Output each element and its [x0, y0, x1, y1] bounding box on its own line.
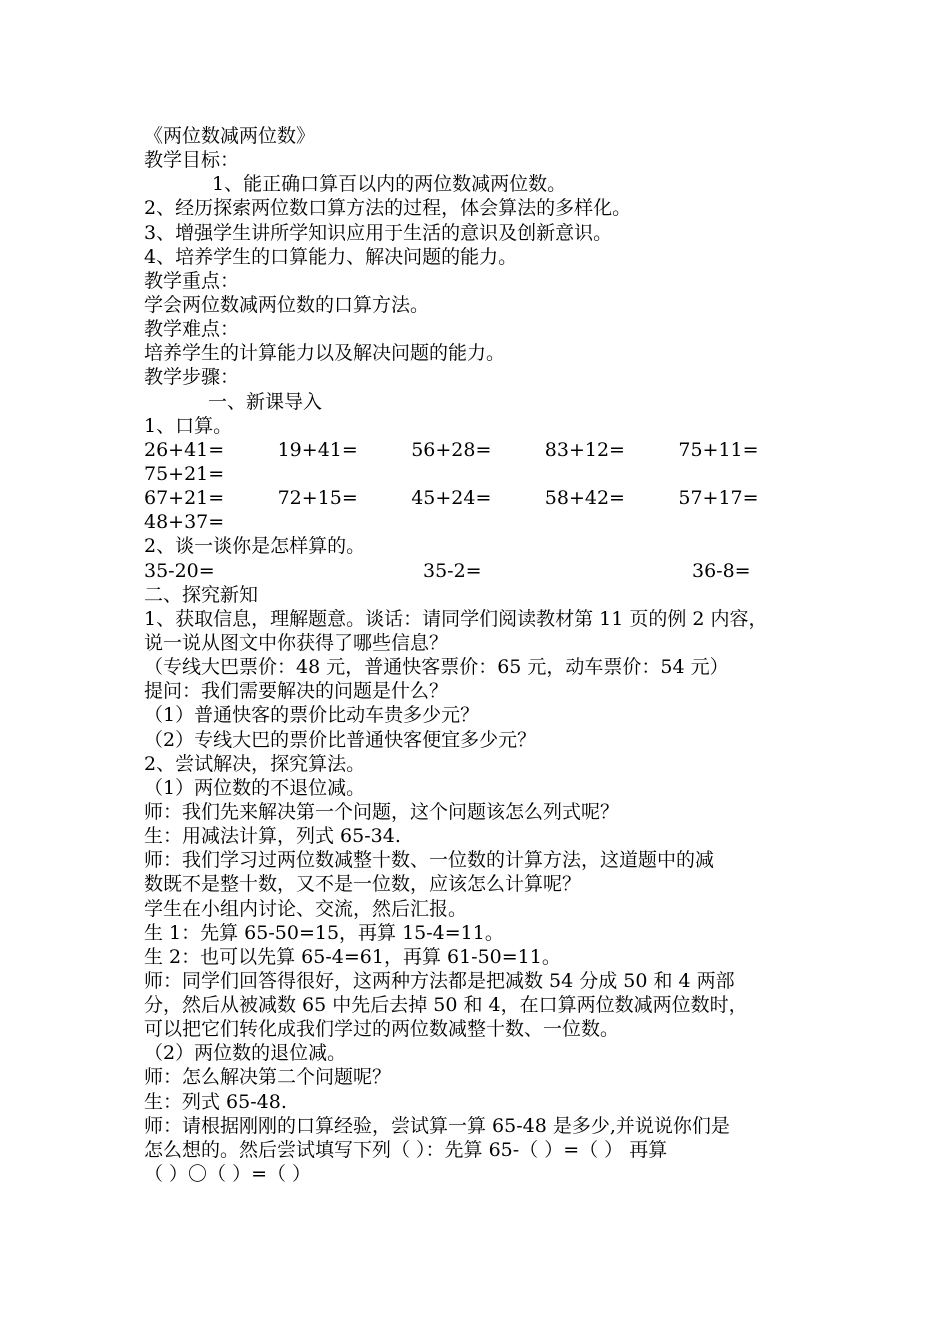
- key-text: 学会两位数减两位数的口算方法。: [144, 293, 430, 316]
- paragraph-line: （ ）〇（ ）=（ ）: [144, 1163, 312, 1186]
- objective-item: 2、经历探索两位数口算方法的过程，体会算法的多样化。: [144, 197, 632, 220]
- oral-expression: 83+12=: [544, 438, 625, 461]
- oral-expression: 57+17=: [678, 487, 759, 510]
- paragraph-line: 生：用减法计算，列式 65-34.: [144, 825, 401, 848]
- paragraph-line: （1）两位数的不退位减。: [144, 776, 366, 799]
- section1-title: 一、新课导入: [208, 390, 323, 413]
- oral-expression: 58+42=: [544, 487, 625, 510]
- difficulty-heading: 教学难点：: [144, 318, 240, 341]
- talk-expression: 35-20=: [144, 559, 215, 582]
- paragraph-line: 生 2：也可以先算 65-4=61，再算 61-50=11。: [144, 945, 561, 968]
- paragraph-line: 学生在小组内讨论、交流，然后汇报。: [144, 897, 468, 920]
- oral-expression: 56+28=: [411, 438, 492, 461]
- objective-item: 4、培养学生的口算能力、解决问题的能力。: [144, 245, 518, 268]
- talk-expression: 36-8=: [692, 559, 751, 582]
- oral-expression: 75+21=: [144, 462, 225, 485]
- paragraph-line: 说一说从图文中你获得了哪些信息？: [144, 631, 449, 654]
- paragraph-line: 2、尝试解决，探究算法。: [144, 752, 366, 775]
- steps-heading: 教学步骤：: [144, 366, 240, 389]
- document-title: 《两位数减两位数》: [144, 125, 316, 147]
- oral-expression: 45+24=: [411, 487, 492, 510]
- paragraph-line: 1、获取信息，理解题意。谈话：请同学们阅读教材第 11 页的例 2 内容，: [144, 607, 768, 630]
- paragraph-line: 怎么想的。然后尝试填写下列（ ）：先算 65-（ ）=（ ） 再算: [144, 1138, 668, 1161]
- paragraph-line: 师：请根据刚刚的口算经验，尝试算一算 65-48 是多少,并说说你们是: [144, 1114, 730, 1137]
- oral-heading: 1、口算。: [144, 414, 233, 437]
- paragraph-line: （2）专线大巴的票价比普通快客便宜多少元？: [144, 728, 537, 751]
- paragraph-line: （2）两位数的退位减。: [144, 1042, 347, 1065]
- paragraph-line: 分，然后从被减数 65 中先后去掉 50 和 4，在口算两位数减两位数时，: [144, 994, 748, 1017]
- paragraph-line: 师：我们先来解决第一个问题，这个问题该怎么列式呢？: [144, 800, 620, 823]
- objective-item: 3、增强学生讲所学知识应用于生活的意识及创新意识。: [144, 221, 613, 244]
- difficulty-text: 培养学生的计算能力以及解决问题的能力。: [144, 342, 506, 365]
- paragraph-line: 师：同学们回答得很好，这两种方法都是把减数 54 分成 50 和 4 两部: [144, 969, 735, 992]
- paragraph-line: 师：我们学习过两位数减整十数、一位数的计算方法，这道题中的减: [144, 849, 715, 872]
- paragraph-line: 数既不是整十数，又不是一位数，应该怎么计算呢？: [144, 873, 582, 896]
- oral-row-2: [144, 486, 812, 510]
- paragraph-line: 提问：我们需要解决的问题是什么？: [144, 680, 449, 703]
- paragraph-line: 师：怎么解决第二个问题呢？: [144, 1066, 392, 1089]
- paragraph-line: （1）普通快客的票价比动车贵多少元？: [144, 704, 480, 727]
- objectives-heading: 教学目标：: [144, 149, 240, 172]
- key-heading: 教学重点：: [144, 269, 240, 292]
- oral-expression: 67+21=: [144, 487, 225, 510]
- oral-expression: 48+37=: [144, 511, 225, 534]
- paragraph-line: 可以把它们转化成我们学过的两位数减整十数、一位数。: [144, 1018, 620, 1041]
- oral-expression: 26+41=: [144, 438, 225, 461]
- talk-row: [144, 559, 812, 583]
- section2-title: 二、探究新知: [144, 583, 259, 606]
- oral-expression: 72+15=: [277, 487, 358, 510]
- document-page: [144, 124, 812, 1186]
- paragraph-line: 生：列式 65-48.: [144, 1090, 287, 1113]
- paragraph-line: 生 1：先算 65-50=15，再算 15-4=11。: [144, 921, 504, 944]
- talk-heading: 2、谈一谈你是怎样算的。: [144, 535, 366, 558]
- oral-expression: 19+41=: [277, 438, 358, 461]
- objective-item: 1、能正确口算百以内的两位数减两位数。: [212, 173, 567, 196]
- oral-row-1: [144, 438, 812, 462]
- paragraph-line: （专线大巴票价：48 元，普通快客票价：65 元，动车票价：54 元）: [144, 656, 729, 679]
- talk-expression: 35-2=: [423, 559, 482, 582]
- oral-expression: 75+11=: [678, 438, 759, 461]
